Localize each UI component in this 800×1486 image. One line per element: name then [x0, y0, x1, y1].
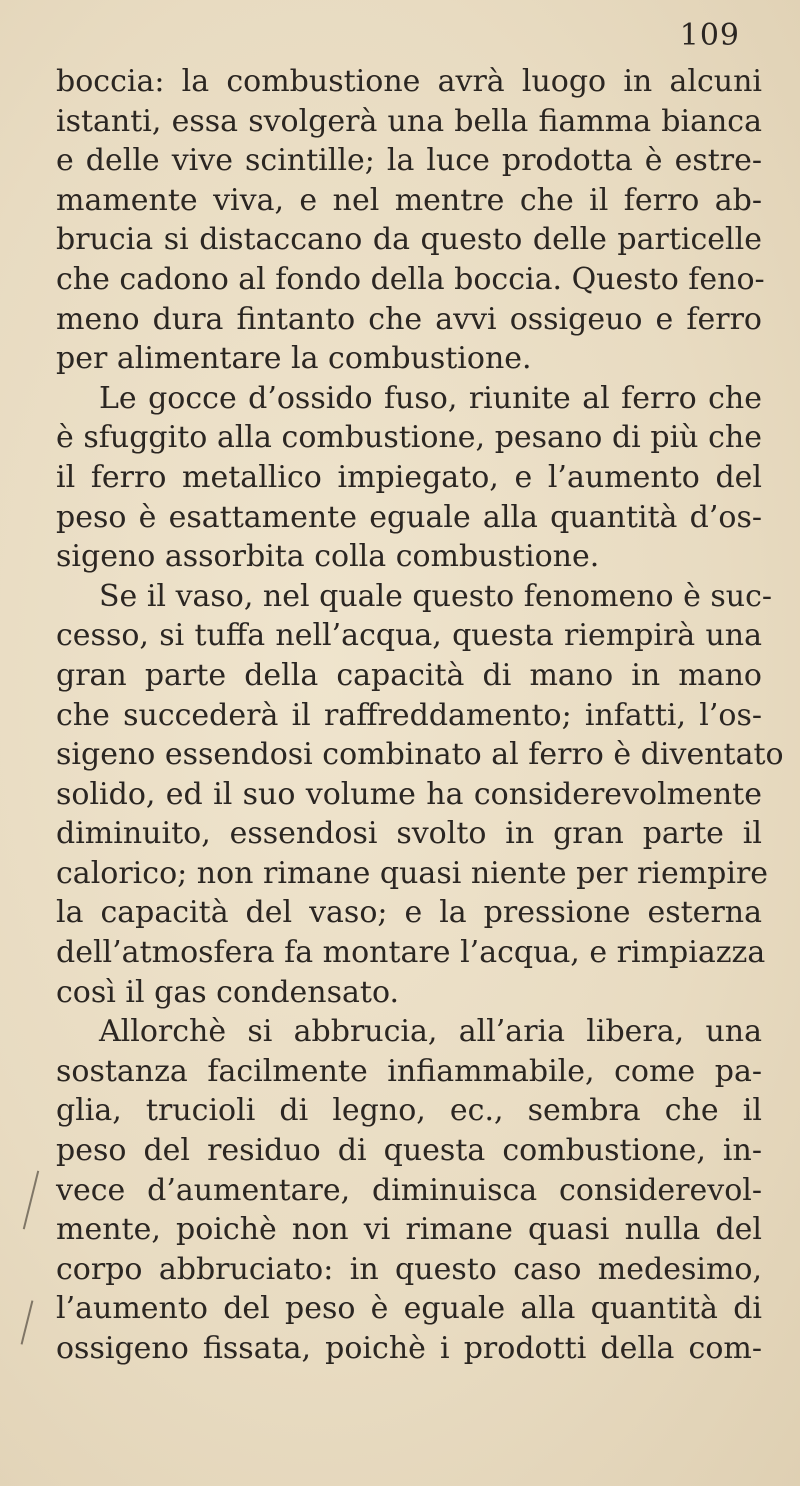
text-line: mente, poichè non vi rimane quasi nulla del: [56, 1212, 762, 1248]
text-line: peso del residuo di questa combustione, in-: [56, 1133, 762, 1169]
text-line: mamente viva, e nel mentre che il ferro ab-: [56, 182, 762, 218]
text-line: istanti, essa svolgerà una bella fiamma bianca: [56, 103, 762, 139]
text-line: solido, ed il suo volume ha considerevolmente: [56, 776, 762, 812]
margin-pencil-stroke: [23, 1171, 39, 1230]
paragraph-start-line: Le gocce d’ossido fuso, riunite al ferro che: [99, 380, 762, 416]
text-line: diminuito, essendosi svolto in gran parte il: [56, 816, 762, 852]
margin-pencil-stroke: [21, 1300, 34, 1344]
text-line: calorico; non rimane quasi niente per riempire: [56, 855, 769, 891]
text-line: corpo abbruciato: in questo caso medesimo,: [56, 1251, 762, 1287]
text-line: così il gas condensato.: [56, 974, 400, 1010]
page-number: 109: [679, 18, 740, 53]
text-line: meno dura fintanto che avvi ossigeuo e ferro: [56, 301, 762, 337]
text-line: sigeno essendosi combinato al ferro è diventato: [56, 737, 784, 773]
text-line: ossigeno fissata, poichè i prodotti della com-: [56, 1331, 762, 1366]
text-line: è sfuggito alla combustione, pesano di più che: [56, 420, 762, 456]
text-line: boccia: la combustione avrà luogo in alcuni: [56, 64, 762, 99]
text-line: vece d’aumentare, diminuisca considerevol-: [56, 1172, 762, 1208]
text-line: brucia si distaccano da questo delle particelle: [56, 222, 762, 258]
text-line: cesso, si tuffa nell’acqua, questa riempirà una: [56, 618, 762, 654]
text-line: la capacità del vaso; e la pressione esterna: [56, 895, 762, 931]
body-text: [56, 62, 784, 1369]
text-line: gran parte della capacità di mano in mano: [56, 657, 762, 693]
text-line: l’aumento del peso è eguale alla quantità di: [56, 1291, 762, 1327]
text-line: sostanza facilmente infiammabile, come pa-: [56, 1053, 762, 1089]
text-line: dell’atmosfera fa montare l’acqua, e rimpiazza: [56, 935, 766, 971]
text-line: per alimentare la combustione.: [56, 341, 532, 377]
text-line: che cadono al fondo della boccia. Questo feno-: [56, 261, 765, 297]
text-line: il ferro metallico impiegato, e l’aumento del: [56, 459, 762, 495]
text-line: e delle vive scintille; la luce prodotta è estre-: [56, 143, 762, 179]
paragraph-start-line: Allorchè si abbrucia, all’aria libera, una: [99, 1014, 762, 1050]
text-line: sigeno assorbita colla combustione.: [56, 539, 600, 575]
text-line: glia, trucioli di legno, ec., sembra che il: [56, 1093, 762, 1129]
paragraph-start-line: Se il vaso, nel quale questo fenomeno è suc-: [99, 578, 773, 614]
text-line: peso è esattamente eguale alla quantità d’os-: [56, 499, 762, 535]
text-line: che succederà il raffreddamento; infatti, l’os-: [56, 697, 762, 733]
